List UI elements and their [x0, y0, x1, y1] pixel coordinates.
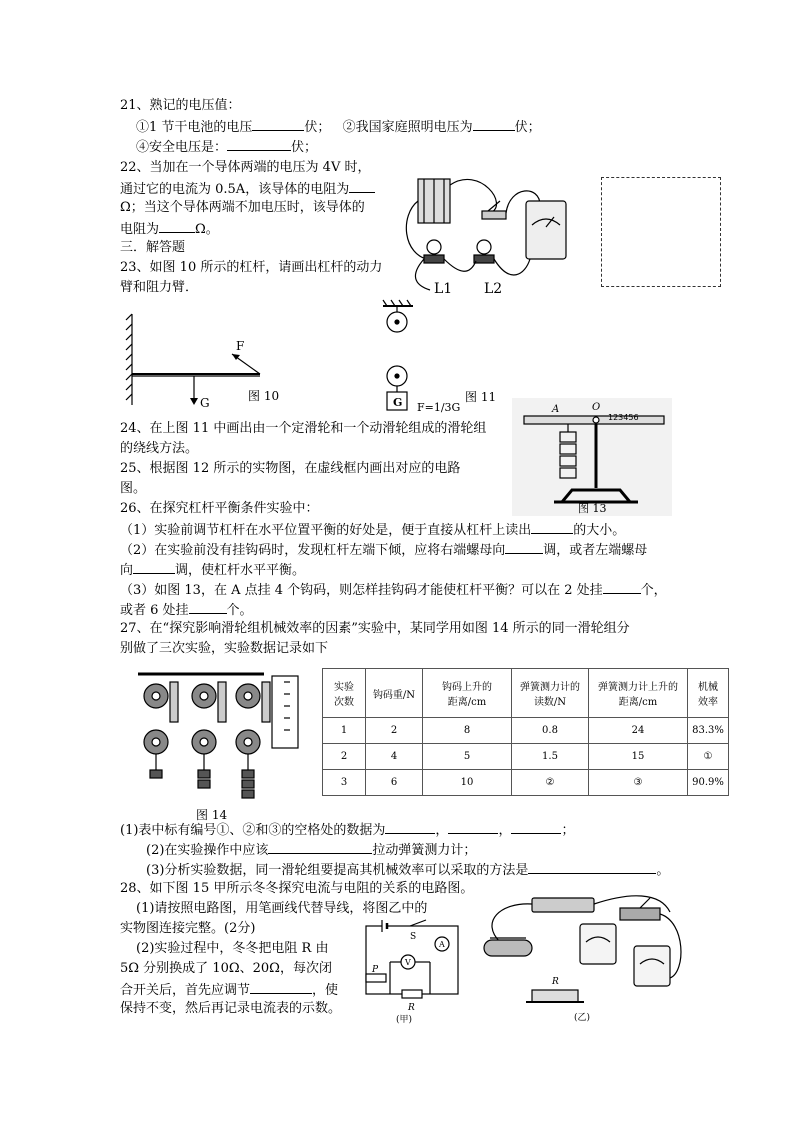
- q26-part1: （1）实验前调节杠杆在水平位置平衡的好处是，便于直接从杠杆上读出 的大小。: [120, 520, 625, 540]
- fig11-weight-g: G: [393, 396, 403, 409]
- q26-part3: （3）如图 13，在 A 点挂 4 个钩码，则怎样挂钩码才能使杠杆平衡？可以在 2 处挂 个，: [120, 580, 667, 600]
- fig15-label-jia: (甲): [396, 1015, 413, 1025]
- table-cell: 1: [323, 718, 366, 744]
- table-cell: 24: [589, 718, 688, 744]
- fig15-switch-s: S: [410, 932, 417, 942]
- table-header-cell: 钩码上升的 距离/cm: [423, 669, 512, 718]
- table-header-cell: 钩码重/N: [366, 669, 423, 718]
- q27-sub3: (3)分析实验数据，同一滑轮组要提高其机械效率可以采取的方法是 。: [146, 860, 669, 880]
- fig15-resistor-label: R: [552, 977, 559, 987]
- table-header-cell: 机械 效率: [688, 669, 729, 718]
- q28-part2-line2: 5Ω 分别换成了 10Ω、20Ω，每次闭: [120, 961, 332, 976]
- table-cell: 3: [323, 770, 366, 796]
- table-cell: 10: [423, 770, 512, 796]
- table-cell: 5: [423, 744, 512, 770]
- q26-title: 26、在探究杠杆平衡条件实验中：: [120, 501, 319, 516]
- table-row: [323, 744, 729, 770]
- experiment-data-table: [322, 668, 729, 796]
- fig12-circuit-illustration: [400, 165, 590, 300]
- fig14-pulley-blocks: [134, 670, 304, 810]
- fig15-circuit-diagram: [360, 918, 470, 1026]
- fig10-gravity-g: G: [200, 396, 210, 410]
- fig15-label-yi: (乙): [574, 1013, 591, 1023]
- q22-line3: Ω；当这个导体两端不加电压时，该导体的: [120, 200, 365, 215]
- table-row: [323, 770, 729, 796]
- table-header-row: [323, 669, 729, 718]
- q24-line2: 的绕线方法。: [120, 441, 199, 456]
- fig10-lever: [120, 310, 290, 410]
- fig13-point-a: A: [552, 404, 560, 415]
- fig10-caption: 图 10: [248, 389, 280, 403]
- q25-line2: 图。: [120, 481, 147, 496]
- fig15-ammeter-a: A: [439, 940, 445, 949]
- q21-item1: ①1 节干电池的电压 伏； ②我国家庭照明电压为 伏；: [136, 117, 541, 137]
- table-cell: 8: [423, 718, 512, 744]
- q24-line1: 24、在上图 11 中画出由一个定滑轮和一个动滑轮组成的滑轮组: [120, 421, 487, 436]
- q22-line2: 通过它的电流为 0.5A，该导体的电阻为: [120, 179, 375, 199]
- q26-part3-cont: 或者 6 处挂 个。: [120, 600, 253, 620]
- fig15-resistor-r: R: [408, 1003, 415, 1013]
- fig11-formula: F=1/3G: [417, 401, 461, 414]
- q26-part2-cont: 向 调，使杠杆水平平衡。: [120, 560, 305, 580]
- q28-line1: 28、如下图 15 甲所示冬冬探究电流与电阻的关系的电路图。: [120, 881, 474, 896]
- table-cell: 2: [366, 718, 423, 744]
- table-header-cell: 实验 次数: [323, 669, 366, 718]
- fig12-label-l2: L2: [484, 281, 503, 297]
- q22-line1: 22、当加在一个导体两端的电压为 4V 时，: [120, 160, 371, 175]
- table-row: [323, 718, 729, 744]
- q27-sub2: (2)在实验操作中应该 拉动弹簧测力计；: [146, 840, 476, 860]
- q28-part1: (1)请按照电路图，用笔画线代替导线，将图乙中的: [136, 901, 428, 916]
- q21-title: 21、熟记的电压值：: [120, 98, 241, 113]
- fig11-pulleys: [375, 298, 500, 416]
- fig15-slider-p: P: [372, 965, 379, 975]
- q27-line1: 27、在“探究影响滑轮组机械效率的因素”实验中，某同学用如图 14 所示的同一滑轮组分: [120, 621, 630, 636]
- table-cell: 1.5: [512, 744, 589, 770]
- table-cell: ③: [589, 770, 688, 796]
- table-cell: 6: [366, 770, 423, 796]
- section-heading: 三．解答题: [120, 240, 186, 255]
- fig15-physical-setup: [470, 882, 690, 1026]
- table-header-cell: 弹簧测力计上升的 距离/cm: [589, 669, 688, 718]
- q28-part2-line4: 保持不变，然后再记录电流表的示数。: [120, 1001, 342, 1016]
- q26-part2: （2）在实验前没有挂钩码时，发现杠杆左端下倾，应将右端螺母向 调，或者左端螺母: [120, 540, 647, 560]
- fig13-lever-balance: [512, 398, 672, 516]
- q28-part1-cont: 实物图连接完整。(2分): [120, 921, 256, 936]
- table-cell: 15: [589, 744, 688, 770]
- q25-line1: 25、根据图 12 所示的实物图，在虚线框内画出对应的电路: [120, 461, 461, 476]
- fig10-force-f: F: [236, 339, 245, 353]
- q27-sub1: (1)表中标有编号①、②和③的空格处的数据为 ， ， ；: [120, 820, 574, 840]
- table-header-cell: 弹簧测力计的 读数/N: [512, 669, 589, 718]
- fig12-label-l1: L1: [434, 281, 453, 297]
- table-cell: 90.9%: [688, 770, 729, 796]
- fig15-voltmeter-v: V: [405, 958, 411, 967]
- q22-line4: 电阻为 Ω。: [120, 219, 219, 239]
- fig13-caption: 图 13: [578, 502, 607, 515]
- fig13-point-o: O: [592, 402, 601, 413]
- fig13-scale: 123456: [608, 413, 639, 422]
- table-cell: ①: [688, 744, 729, 770]
- q27-line2: 别做了三次实验，实验数据记录如下: [120, 641, 329, 656]
- answer-box-dashed[interactable]: [601, 177, 721, 287]
- q28-part2: (2)实验过程中，冬冬把电阻 R 由: [136, 941, 329, 956]
- fig11-caption: 图 11: [465, 390, 497, 404]
- table-cell: ②: [512, 770, 589, 796]
- table-cell: 83.3%: [688, 718, 729, 744]
- q23-line1: 23、如图 10 所示的杠杆，请画出杠杆的动力: [120, 260, 383, 275]
- q21-item3: ④安全电压是： 伏；: [136, 137, 317, 157]
- table-cell: 4: [366, 744, 423, 770]
- q28-part2-line3: 合开关后，首先应调节 ，使: [120, 980, 338, 1000]
- table-cell: 2: [323, 744, 366, 770]
- table-cell: 0.8: [512, 718, 589, 744]
- fig14-caption: 图 14: [196, 808, 228, 822]
- q23-line2: 臂和阻力臂．: [120, 280, 199, 295]
